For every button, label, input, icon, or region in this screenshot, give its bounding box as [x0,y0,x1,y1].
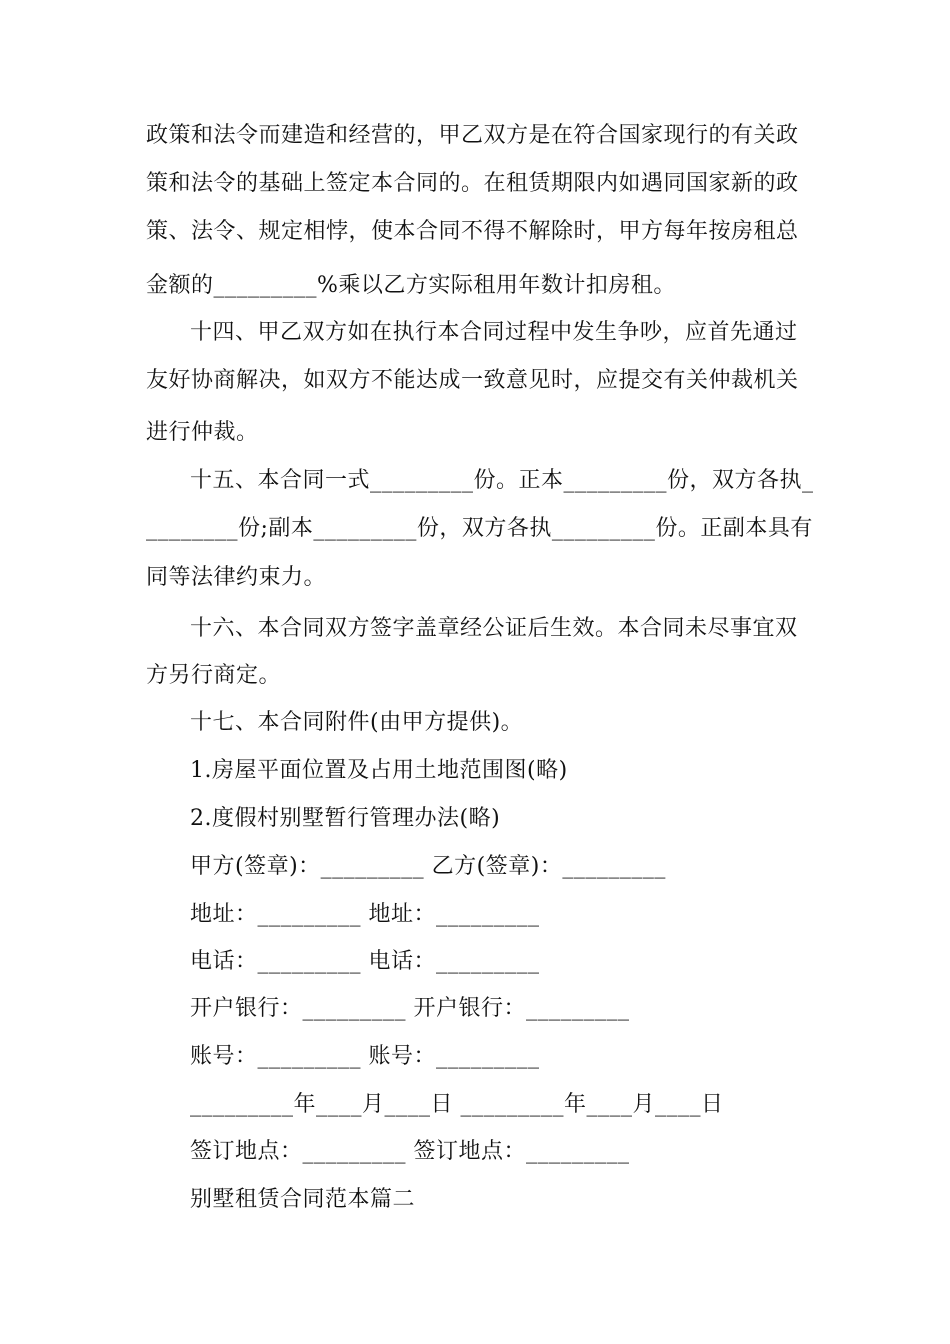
signature-field-line: 甲方(签章)：_________ 乙方(签章)：_________ [190,854,666,879]
paragraph-line: 策、法令、规定相悖，使本合同不得不解除时，甲方每年按房租总 [146,219,799,244]
clause-17-line: 十七、本合同附件(由甲方提供)。 [190,710,524,735]
bank-field-line: 开户银行：_________ 开户银行：_________ [190,996,630,1021]
phone-field-line: 电话：_________ 电话：_________ [190,949,540,974]
clause-15-line: 同等法律约束力。 [146,565,327,590]
account-field-line: 账号：_________ 账号：_________ [190,1044,540,1069]
clause-15-line: ________份;副本_________份，双方各执_________份。正副本具有 [146,516,813,541]
clause-15-line: 十五、本合同一式_________份。正本_________份，双方各执_ [190,468,814,493]
clause-16-line: 十六、本合同双方签字盖章经公证后生效。本合同未尽事宜双 [190,616,798,641]
clause-14-line: 友好协商解决，如双方不能达成一致意见时，应提交有关仲裁机关 [146,368,799,393]
clause-14-line: 进行仲裁。 [146,420,259,445]
date-field-line: _________年____月____日 _________年____月____日 [190,1092,724,1117]
clause-16-line: 方另行商定。 [146,663,282,688]
section-heading: 别墅租赁合同范本篇二 [190,1187,416,1212]
attachment-item: 1.房屋平面位置及占用土地范围图(略) [190,758,568,783]
attachment-item: 2.度假村别墅暂行管理办法(略) [190,806,501,831]
clause-14-line: 十四、甲乙双方如在执行本合同过程中发生争吵，应首先通过 [190,320,798,345]
address-field-line: 地址：_________ 地址：_________ [190,902,540,927]
paragraph-line: 策和法令的基础上签定本合同的。在租赁期限内如遇同国家新的政 [146,171,799,196]
paragraph-line: 政策和法令而建造和经营的，甲乙双方是在符合国家现行的有关政 [146,123,799,148]
paragraph-line: 金额的_________%乘以乙方实际租用年数计扣房租。 [146,273,676,298]
signing-place-field-line: 签订地点：_________ 签订地点：_________ [190,1139,630,1164]
